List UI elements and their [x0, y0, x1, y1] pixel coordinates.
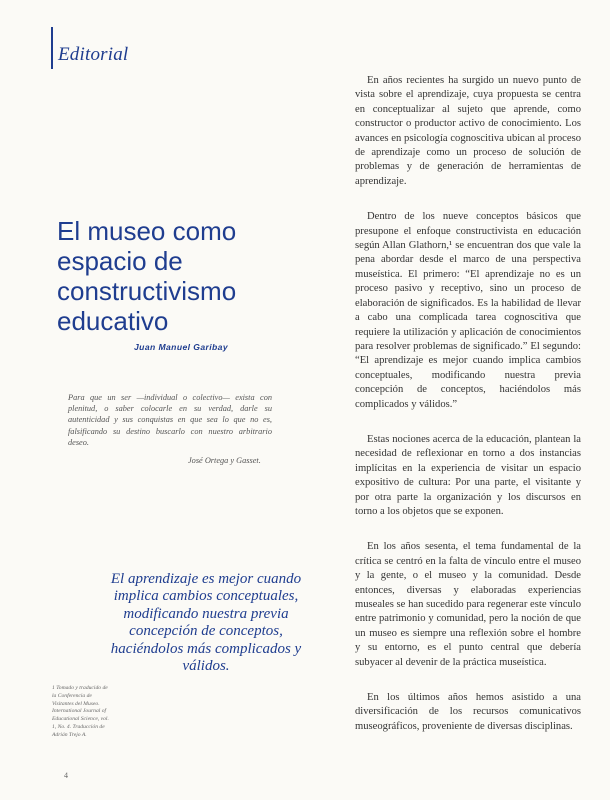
body-paragraph: En los años sesenta, el tema fundamental de la crítica se centró en la falta de vínculo entre el museo y la gente, o el museo y la comunidad. Desde entonces, diversas y elaboradas experiencias museales se han sucedido para regenerar este vínculo entre patrimonio y comunidad, pero la noción de que un museo es siempre una reflexión sobre el hombre y su entorno, es el punto central que debería subyacer al devenir de la práctica museística.	[355, 541, 581, 668]
body-paragraph: Estas nociones acerca de la educación, plantean la necesidad de reflexionar en torno a dos instancias implícitas en la experiencia de visitar un espacio expositivo de cultura: Por una parte, el visitante y por otra parte la organización y los discursos en torno a los objetos que se exponen.	[355, 433, 581, 517]
epigraph-attribution: José Ortega y Gasset.	[188, 456, 261, 465]
body-paragraph: En los últimos años hemos asistido a una diversificación de los recursos comunicativos museográficos, proveniente de diversas disciplinas.	[355, 692, 581, 732]
section-label: Editorial	[58, 44, 129, 65]
article-title: El museo como espacio de constructivismo educativo	[57, 216, 237, 336]
article-author: Juan Manuel Garibay	[134, 342, 229, 352]
article-body	[355, 74, 581, 755]
body-paragraph: Dentro de los nueve conceptos básicos que presupone el enfoque constructivista en educación según Allan Glathorn,¹ se encuentran dos que vale la pena abordar desde el marco de una perspectiva museística. El primero: “El aprendizaje no es un proceso pasivo y receptivo, sino un proceso de elaboración de significados. Es la habilidad de llevar a cabo una complicada tarea cognoscitiva que requiere la utilización y aplicación de conocimientos para resolver problemas de significado.” El segundo: “El aprendizaje es mejor cuando implica cambios conceptuales, modificando nuestra previa concepción de conceptos, haciéndolos más complicados y válidos.”	[355, 211, 581, 410]
body-paragraph: En años recientes ha surgido un nuevo punto de vista sobre el aprendizaje, cuya propuesta se centra en conceptualizar al sujeto que aprende, como constructor o productor activo de conocimiento. Los avances en psicología cognoscitiva ubican al proceso de aprendizaje como un proceso de solución de problemas y de generación de herramientas de aprendizaje.	[355, 75, 581, 187]
epigraph: Para que un ser —individual o colectivo— exista con plenitud, o saber colocarle en su verdad, darle su autenticidad y sus conquistas en que sea lo que no es, falsificando su destino buscarlo con nuestro arbitrario deseo.	[68, 393, 272, 447]
page-number: 4	[64, 771, 68, 780]
footnote: 1 Tomado y traducido de la Conferencia de Visitantes del Museo. International Journal of Educational Science, vol. 1, No. 4. Traducción de Adrián Trejo A.	[52, 685, 109, 738]
pull-quote: El aprendizaje es mejor cuando implica cambios conceptuales, modificando nuestra previa concepción de conceptos, haciéndolos más complicados y válidos.	[110, 571, 302, 675]
section-rule	[51, 27, 53, 69]
